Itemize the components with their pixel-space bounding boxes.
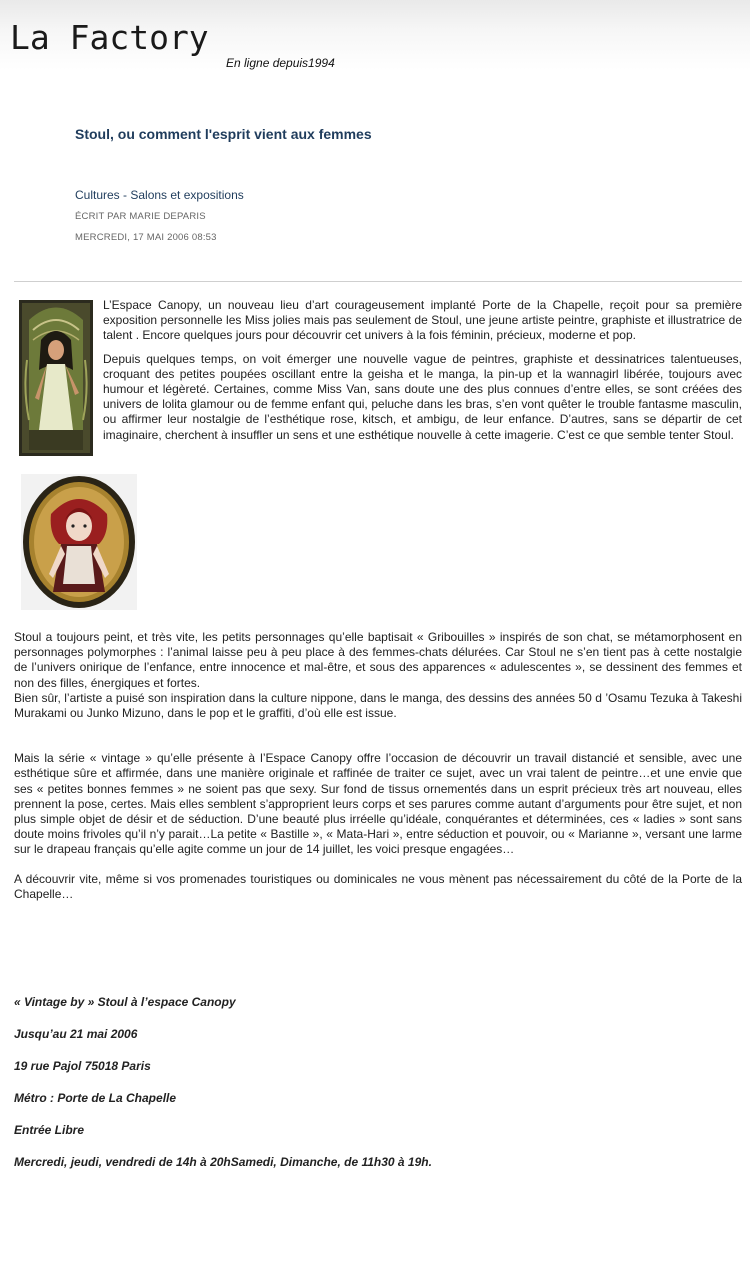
site-title[interactable]: La Factory xyxy=(10,18,209,57)
paragraph: Depuis quelques temps, on voit émerger une nouvelle vague de peintres, graphiste et dessinatrices talentueuses, croquant des petites poupées oscillant entre la geisha et le manga, la pin-up et la wannagirl libérée, toujours avec humour et légèreté. Certaines, comme Miss Van, sans doute une des plus connues d’entre elles, se sont créées des univers de lolita glamour ou de femme enfant qui, peluche dans les bras, s’en vont quêter le trouble fantasme masculin, ou affirmer leur nostalgie de l’esthétique rose, kitsch, et ambigu, de leur enfance. D’autres, sans se départir de cet imaginaire, cherchent à insuffler un sens et une esthétique nouvelle à cette imagerie. C’est ce que semble tenter Stoul. xyxy=(103,351,742,442)
paragraph: Bien sûr, l’artiste a puisé son inspiration dans la culture nippone, dans le manga, des dessins des années 50 d ’Osamu Tezuka à Takeshi Murakami ou Junko Mizuno, dans le pop et le graffiti, d’où elle est issue. xyxy=(14,690,742,721)
info-address: 19 rue Pajol 75018 Paris xyxy=(14,1059,151,1073)
article-date: MERCREDI, 17 MAI 2006 08:53 xyxy=(75,232,217,243)
article-category-link[interactable]: Cultures - Salons et expositions xyxy=(75,188,244,202)
paragraph: A découvrir vite, même si vos promenades touristiques ou dominicales ne vous mènent pas nécessairement du côté de la Porte de la Chapelle… xyxy=(14,871,742,901)
info-dates: Jusqu’au 21 mai 2006 xyxy=(14,1027,138,1041)
info-hours: Mercredi, jeudi, vendredi de 14h à 20hSamedi, Dimanche, de 11h30 à 19h. xyxy=(14,1155,432,1169)
artwork-image-1 xyxy=(19,300,93,456)
info-entry: Entrée Libre xyxy=(14,1123,85,1137)
paragraph: Mais la série « vintage » qu’elle présente à l’Espace Canopy offre l’occasion de découvrir un travail distancié et sensible, avec une esthétique sûre et affirmée, dans une manière originale et raffinée de traiter ce sujet, avec un vrai talent de peintre…et une envie que ses « petites bonnes femmes » ne soient pas que sexy. Sur fond de tissus ornementés dans un esprit précieux très art nouveau, elles prennent la pose, certes. Mais elles semblent s’approprient leurs corps et ses parures comme autant d’arguments pour être sujet, et non plus simple objet de désir et de séduction. D’une beauté plus irréelle qu’idéale, conquérantes et déterminées, ces « ladies » sont sans doute moins frivoles qu’il n’y parait…La petite « Bastille », « Mata-Hari », entre séduction et pouvoir, ou « Marianne », versant une larme sur le drapeau français qu’elle agite comme un jour de 14 juillet, les voici presque engagées… xyxy=(14,751,742,857)
paragraph: L’Espace Canopy, un nouveau lieu d’art courageusement implanté Porte de la Chapelle, reçoit pour sa première exposition personnelle les Miss jolies mais pas seulement de Stoul, une jeune artiste peintre, graphiste et illustratrice de talent . Encore quelques jours pour découvrir cet univers à la fois féminin, précieux, moderne et pop. xyxy=(103,298,742,343)
article-body xyxy=(14,298,742,910)
article-author: ÉCRIT PAR MARIE DEPARIS xyxy=(75,211,206,222)
paragraph: Stoul a toujours peint, et très vite, les petits personnages qu’elle baptisait « Gribouilles » inspirés de son chat, se métamorphosent en personnages polymorphes : l’animal laisse peu à peu place à des femmes-chats délurées. Car Stoul ne s’en tient pas à cette nostalgie de l’univers onirique de l’enfance, entre innocence et mal-être, et sous des apparences « adulescentes », se dessinent des femmes et non des filles, énergiques et fortes. xyxy=(14,630,742,690)
site-tagline: En ligne depuis1994 xyxy=(226,56,335,70)
divider xyxy=(14,281,742,282)
artwork-image-2 xyxy=(21,474,137,610)
page-header xyxy=(0,0,750,80)
article-title[interactable]: Stoul, ou comment l'esprit vient aux femmes xyxy=(75,126,372,142)
info-metro: Métro : Porte de La Chapelle xyxy=(14,1091,177,1105)
info-exhibition: « Vintage by » Stoul à l’espace Canopy xyxy=(14,995,236,1009)
